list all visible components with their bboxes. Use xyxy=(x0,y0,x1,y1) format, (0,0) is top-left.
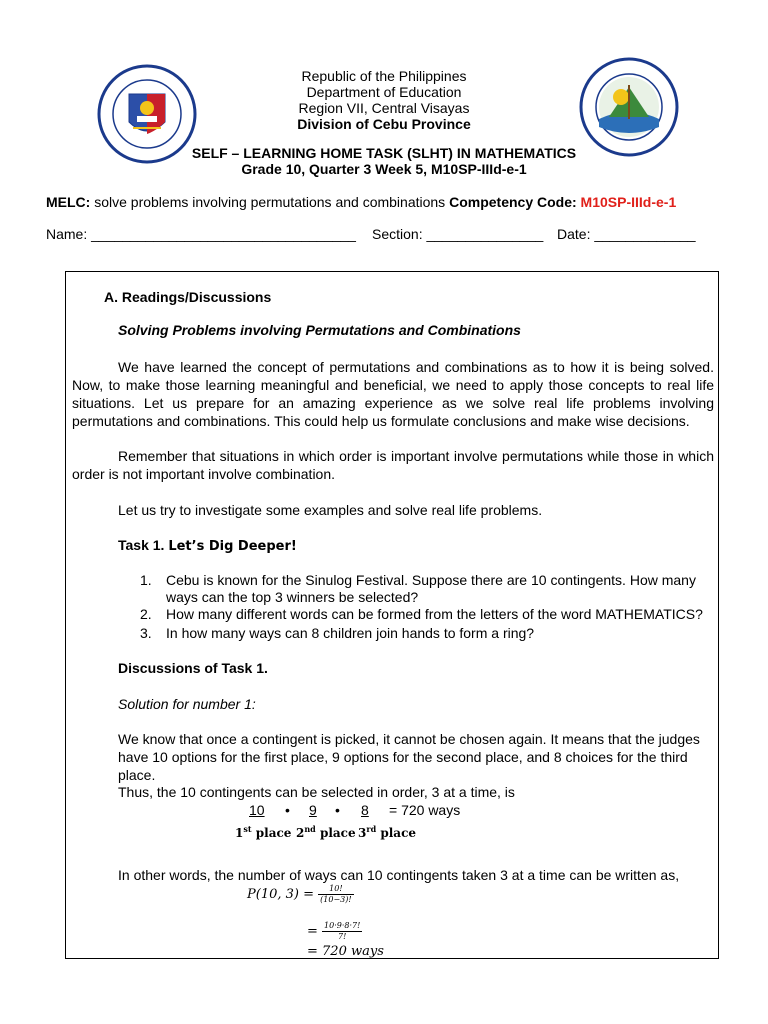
fraction-2-denominator: 7! xyxy=(338,932,347,941)
calc-dot-1: • xyxy=(285,802,290,818)
item-2-number: 2. xyxy=(140,606,152,622)
task-label: Task 1. xyxy=(118,537,169,553)
header-department: Department of Education xyxy=(306,84,462,100)
title-grade: Grade 10, Quarter 3 Week 5, M10SP-IIId-e-1 xyxy=(241,161,527,177)
fraction-1-numerator: 10! xyxy=(318,884,353,895)
place-label-2 xyxy=(296,820,356,842)
formula-equals: = xyxy=(307,924,318,939)
header-republic: Republic of the Philippines xyxy=(301,68,467,84)
fraction-1-denominator: (10−3)! xyxy=(320,895,352,904)
section-heading: A. Readings/Discussions xyxy=(104,289,272,305)
task-heading xyxy=(118,536,297,556)
calc-8: 8 xyxy=(361,802,369,818)
calc-10: 10 xyxy=(249,802,265,818)
melc-text: solve problems involving permutations and combinations xyxy=(90,194,450,210)
date-field[interactable]: Date: _____________ xyxy=(557,226,696,242)
paragraph-4-line3: place. xyxy=(118,767,156,783)
paragraph-2: Remember that situations in which order is important involve permutations while those in which order is not important involve combination. xyxy=(72,448,714,482)
item-1-number: 1. xyxy=(140,572,152,588)
formula-step-2 xyxy=(307,921,362,942)
calc-result: = 720 ways xyxy=(389,802,461,818)
header-region: Region VII, Central Visayas xyxy=(298,100,470,116)
item-3-number: 3. xyxy=(140,625,152,641)
place-3-number: 3 xyxy=(358,826,367,840)
solution-label: Solution for number 1: xyxy=(118,696,256,712)
section-field[interactable]: Section: _______________ xyxy=(372,226,544,242)
melc-line xyxy=(46,193,676,211)
formula-lhs xyxy=(247,884,354,905)
competency-code-label: Competency Code: xyxy=(449,194,577,210)
place-label-3 xyxy=(358,820,416,842)
place-3-word: place xyxy=(376,826,417,840)
place-1-suffix: st xyxy=(243,824,252,834)
place-label-1 xyxy=(235,820,291,842)
paragraph-6: In other words, the number of ways can 10 contingents taken 3 at a time can be written as, xyxy=(118,867,680,883)
calc-dot-2: • xyxy=(335,802,340,818)
place-1-number: 1 xyxy=(235,826,244,840)
competency-code: M10SP-IIId-e-1 xyxy=(576,194,677,210)
place-3-suffix: rd xyxy=(366,824,377,834)
paragraph-1: We have learned the concept of permutations and combinations as to how it is being solved. Now, to make those learning meaningful and beneficial, we need to apply those concepts to real life situations. Let us prepare for an amazing experience as we solve real life problems involving permutations and combinations. This could help us formulate conclusions and make wise decisions. xyxy=(72,359,714,429)
paragraph-4-line2: have 10 options for the first place, 9 options for the second place, and 8 choices for the third xyxy=(118,749,688,765)
fraction-2-numerator: 10·9·8·7! xyxy=(324,921,361,930)
name-field[interactable]: Name: __________________________________ xyxy=(46,226,356,242)
formula-fraction-1 xyxy=(318,884,353,905)
formula-p-notation: P(10, 3) = xyxy=(247,887,314,902)
title-slht: SELF – LEARNING HOME TASK (SLHT) IN MATHEMATICS xyxy=(191,145,577,161)
place-1-word: place xyxy=(251,826,292,840)
paragraph-5: Thus, the 10 contingents can be selected in order, 3 at a time, is xyxy=(118,784,515,800)
formula-fraction-2 xyxy=(322,921,362,942)
calc-9: 9 xyxy=(309,802,317,818)
item-1-line1: Cebu is known for the Sinulog Festival. Suppose there are 10 contingents. How many xyxy=(166,572,696,588)
paragraph-3: Let us try to investigate some examples and solve real life problems. xyxy=(118,502,543,518)
item-2-line1: How many different words can be formed from the letters of the word MATHEMATICS? xyxy=(166,606,703,622)
place-2-word: place xyxy=(315,826,356,840)
discussion-heading: Discussions of Task 1. xyxy=(118,660,268,676)
place-2-suffix: nd xyxy=(304,824,316,834)
task-title: Let’s Dig Deeper! xyxy=(168,539,297,554)
subheading: Solving Problems involving Permutations and Combinations xyxy=(118,322,521,338)
melc-label: MELC: xyxy=(46,194,91,210)
formula-final: = 720 ways xyxy=(307,944,384,959)
paragraph-4-line1: We know that once a contingent is picked, it cannot be chosen again. It means that the judges xyxy=(118,731,700,747)
place-2-number: 2 xyxy=(296,826,305,840)
item-3-line1: In how many ways can 8 children join hands to form a ring? xyxy=(166,625,535,641)
item-1-line2: ways can the top 3 winners be selected? xyxy=(166,589,419,605)
header-division: Division of Cebu Province xyxy=(297,116,471,132)
